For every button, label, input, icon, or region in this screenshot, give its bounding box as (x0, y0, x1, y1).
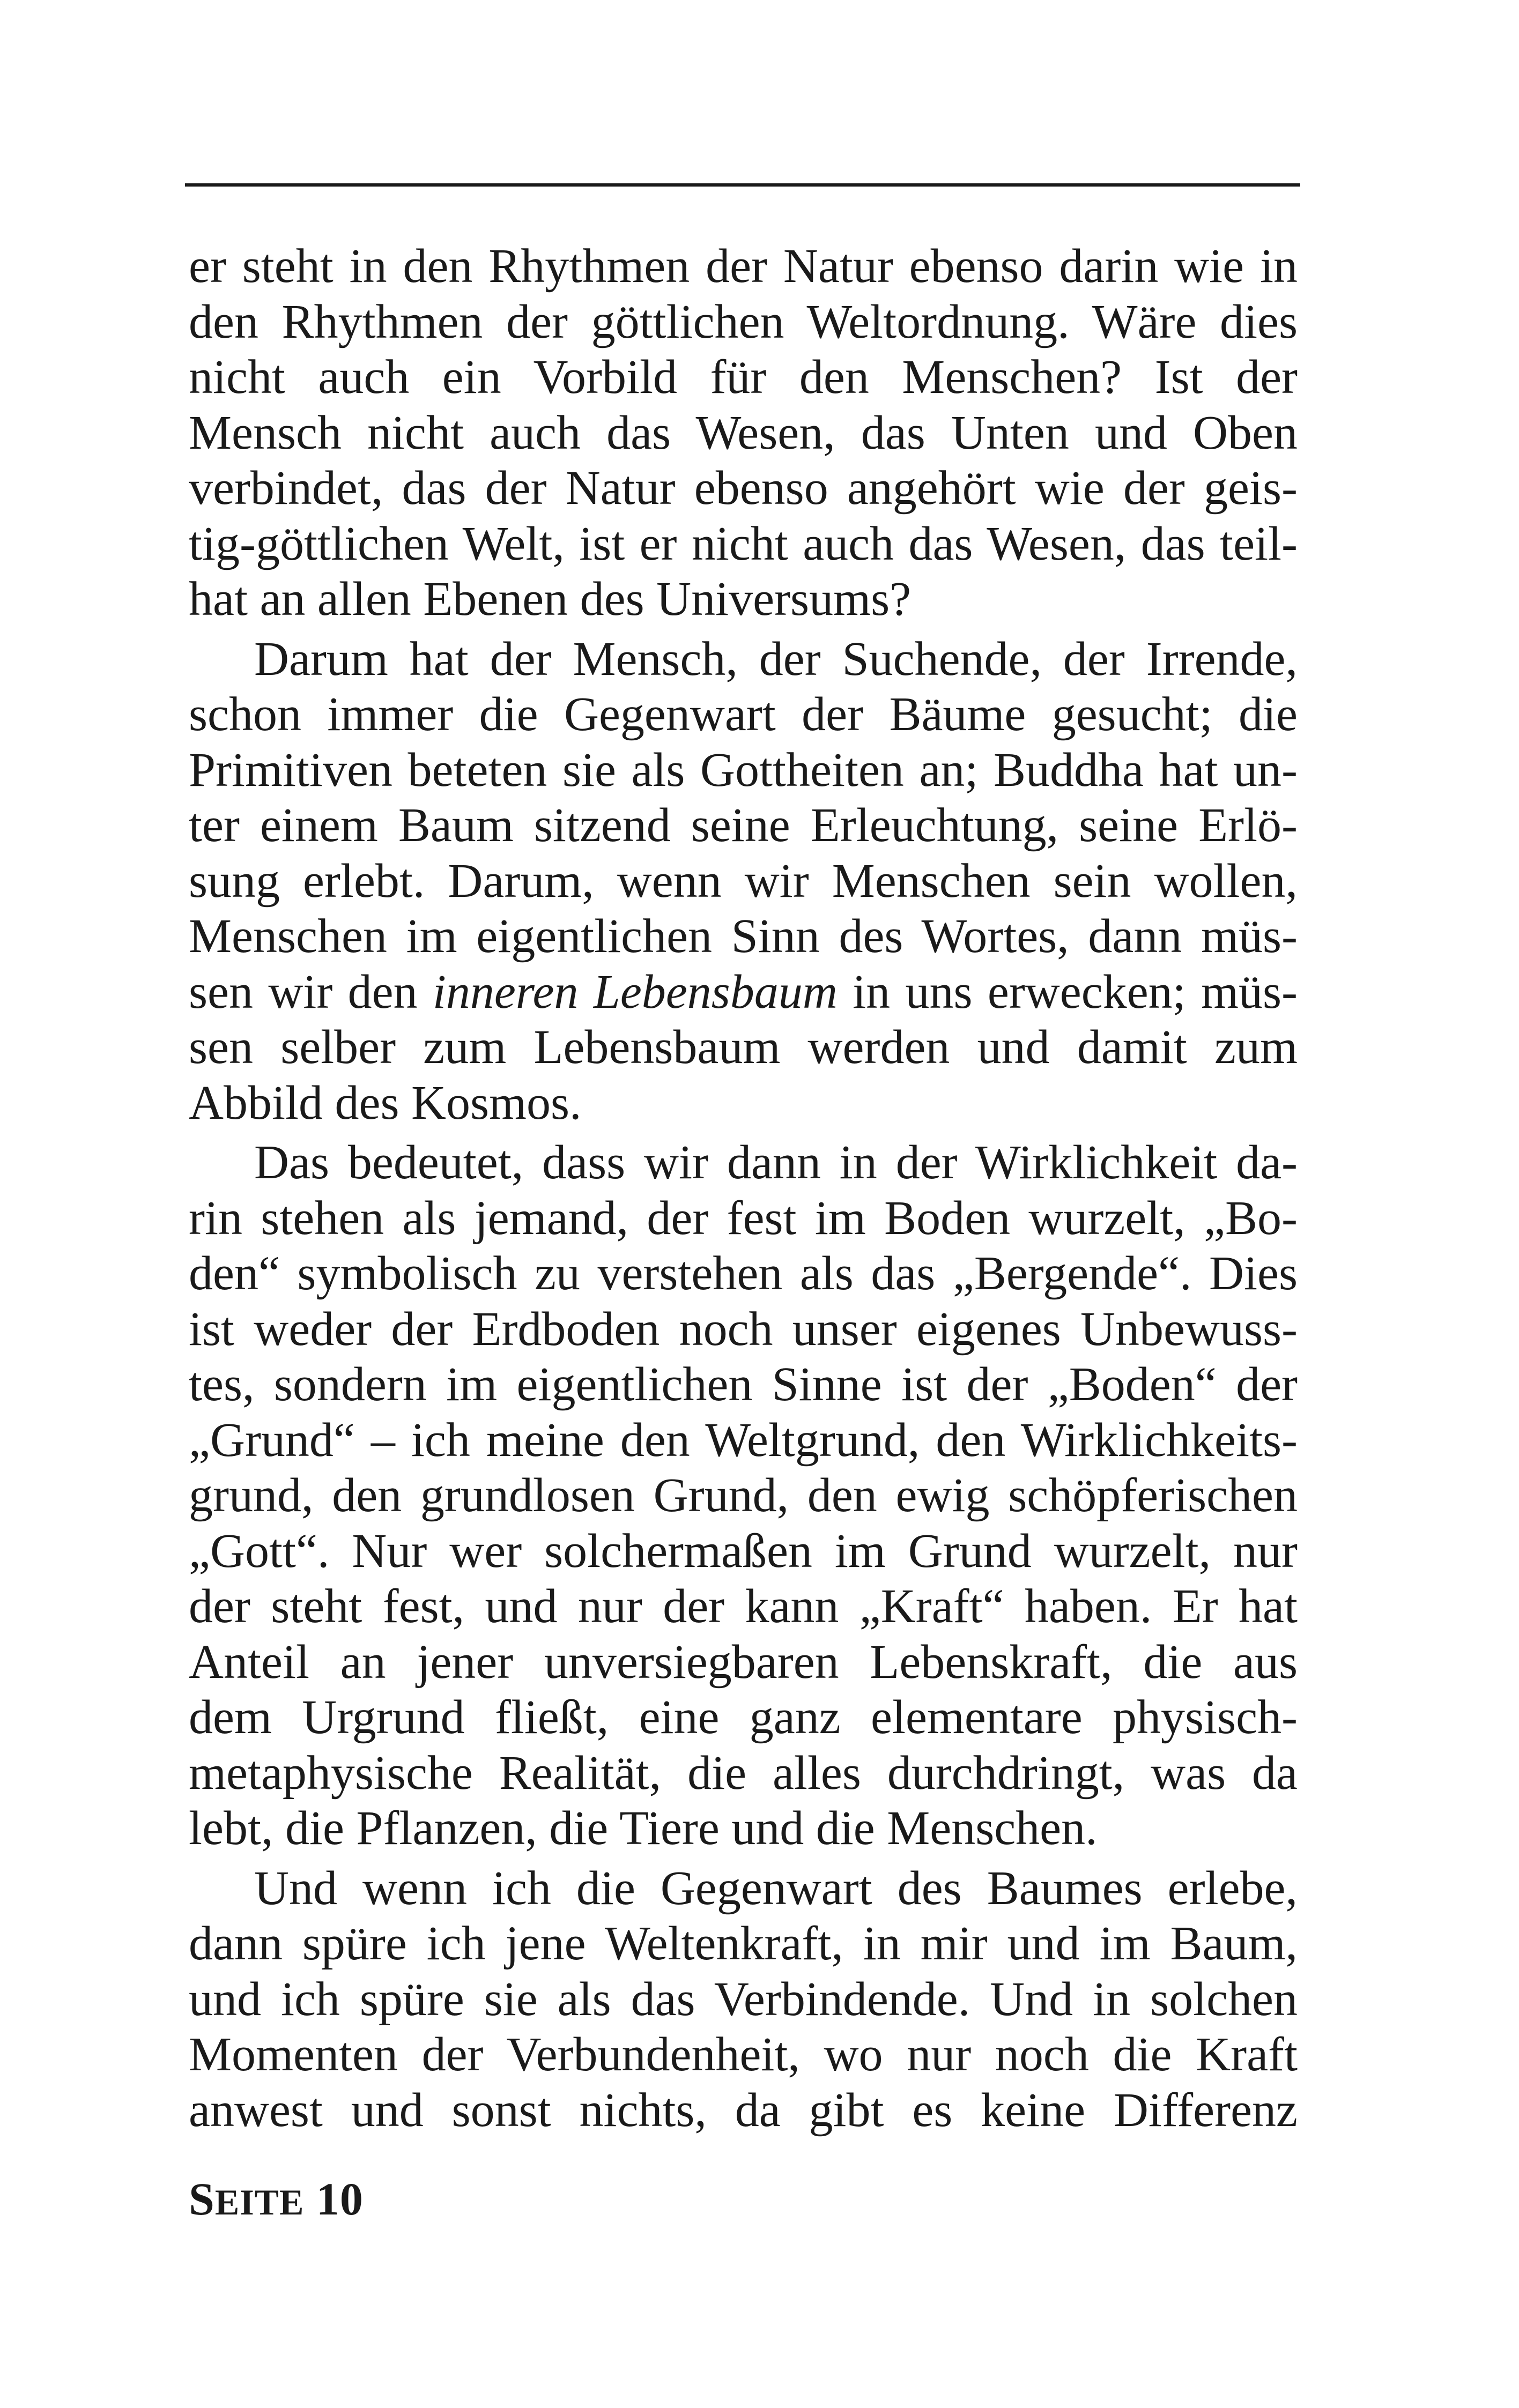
text-line: ist weder der Erdboden noch unser eigenes Unbewuss- (189, 1302, 1298, 1356)
text-line: grund, den grundlosen Grund, den ewig schöpferischen (189, 1469, 1298, 1522)
text-line: verbindet, das der Natur ebenso angehört wie der geis- (189, 462, 1298, 515)
text-line: schon immer die Gegenwart der Bäume gesucht; die (189, 688, 1298, 741)
text-line: Primitiven beteten sie als Gottheiten an; Buddha hat un- (189, 743, 1298, 797)
text-line: „Gott“. Nur wer solchermaßen im Grund wurzelt, nur (189, 1524, 1298, 1578)
text-line: tes, sondern im eigentlichen Sinne ist der „Boden“ der (189, 1358, 1298, 1411)
text-line: und ich spüre sie als das Verbindende. Und in solchen (189, 1972, 1298, 2026)
text-line: tig-göttlichen Welt, ist er nicht auch das Wesen, das teil- (189, 517, 1298, 570)
paragraph-gap (189, 1856, 1298, 1861)
page-number-value: 10 (316, 2173, 364, 2225)
text-line: Darum hat der Mensch, der Suchende, der Irrende, (254, 632, 1298, 686)
text-line: sung erlebt. Darum, wenn wir Menschen sein wollen, (189, 854, 1298, 908)
text-line: lebt, die Pflanzen, die Tiere und die Menschen. (189, 1802, 1098, 1855)
text-line: sen selber zum Lebensbaum werden und damit zum (189, 1021, 1298, 1074)
text-line: dann spüre ich jene Weltenkraft, in mir und im Baum, (189, 1917, 1298, 1970)
body-text (189, 239, 1298, 2138)
text-line: dem Urgrund fließt, eine ganz elementare physisch- (189, 1691, 1298, 1744)
header-rule (185, 183, 1300, 187)
text-line: Mensch nicht auch das Wesen, das Unten und Oben (189, 406, 1298, 459)
text-line: Das bedeutet, dass wir dann in der Wirklichkeit da- (254, 1136, 1298, 1189)
italic-phrase: inneren Lebensbaum (432, 965, 838, 1019)
text-line: anwest und sonst nichts, da gibt es keine Differenz (189, 2083, 1298, 2137)
text-line: Momenten der Verbundenheit, wo nur noch die Kraft (189, 2028, 1298, 2081)
page-number (189, 2172, 364, 2226)
text-line: den“ symbolisch zu verstehen als das „Bergende“. Dies (189, 1247, 1298, 1300)
text-line: Und wenn ich die Gegenwart des Baumes erlebe, (254, 1861, 1298, 1915)
paragraph-gap (189, 627, 1298, 631)
paragraph-gap (189, 1131, 1298, 1135)
text-line: er steht in den Rhythmen der Natur ebenso darin wie in (189, 240, 1298, 293)
text-line: ter einem Baum sitzend seine Erleuchtung, seine Erlö- (189, 799, 1298, 852)
page-label-initial: S (189, 2173, 215, 2225)
text-line: metaphysische Realität, die alles durchdringt, was da (189, 1746, 1298, 1800)
text-line: rin stehen als jemand, der fest im Boden wurzelt, „Bo- (189, 1191, 1298, 1245)
text-line: Abbild des Kosmos. (189, 1076, 582, 1129)
text-line: Anteil an jener unversiegbaren Lebenskraft, die aus (189, 1635, 1298, 1689)
text-line: „Grund“ – ich meine den Weltgrund, den Wirklichkeits- (189, 1413, 1298, 1467)
text-line: der steht fest, und nur der kann „Kraft“ haben. Er hat (189, 1580, 1298, 1633)
text-line: hat an allen Ebenen des Universums? (189, 573, 912, 626)
page-label-rest: EITE (214, 2182, 305, 2223)
text-line: nicht auch ein Vorbild für den Menschen? Ist der (189, 351, 1298, 404)
text-line: sen wir den inneren Lebensbaum in uns erwecken; müs- (189, 965, 1298, 1019)
text-line: den Rhythmen der göttlichen Weltordnung. Wäre dies (189, 295, 1298, 348)
text-line: Menschen im eigentlichen Sinn des Wortes, dann müs- (189, 910, 1298, 963)
